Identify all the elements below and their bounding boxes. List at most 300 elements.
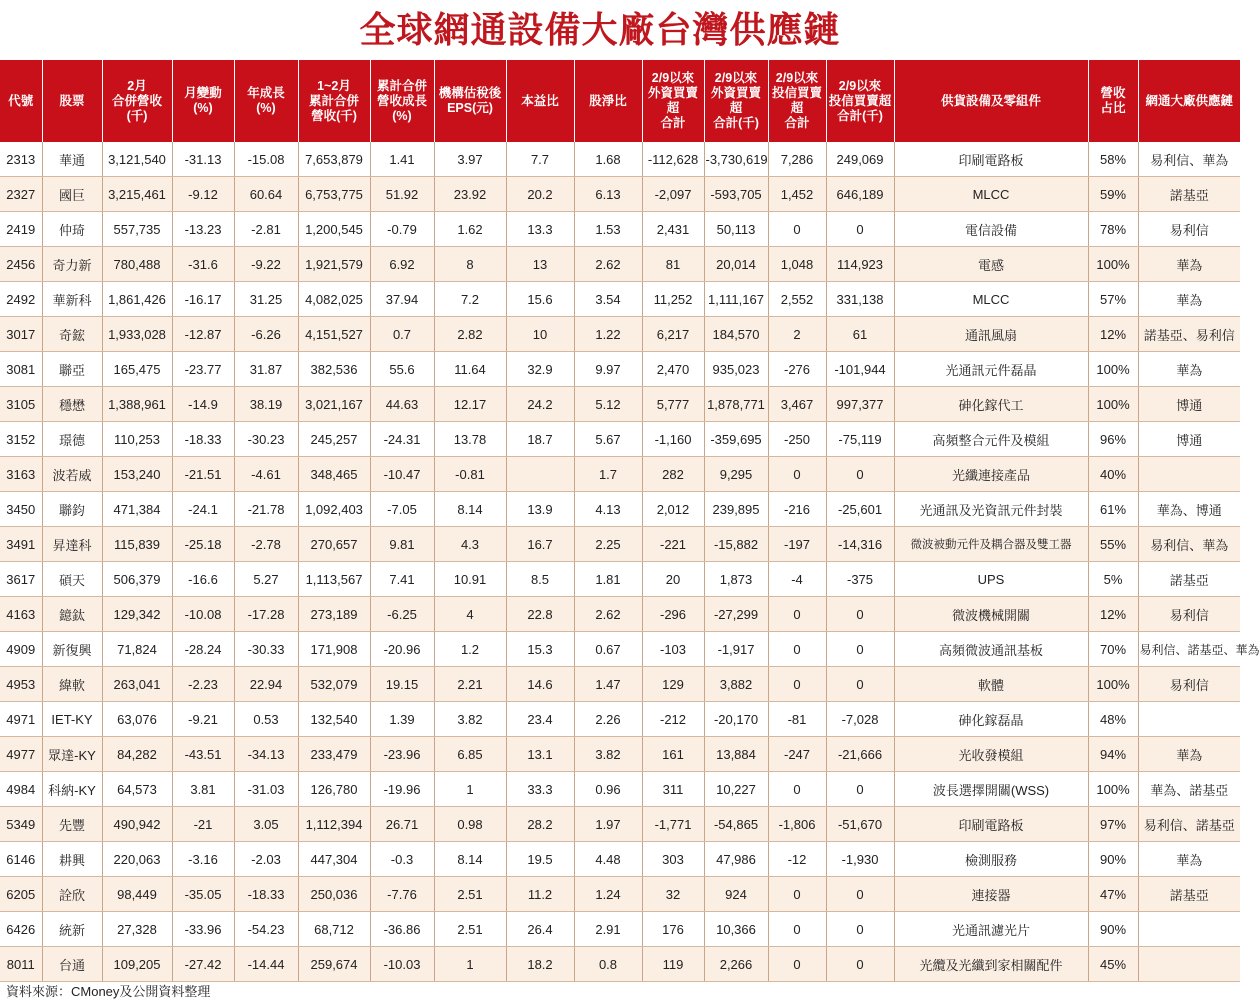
table-cell: -6.26 [234, 317, 298, 352]
table-cell: 0 [826, 632, 894, 667]
table-cell: 6,753,775 [298, 177, 370, 212]
table-row [0, 352, 1240, 387]
table-cell: -14.44 [234, 947, 298, 982]
table-cell: 57% [1088, 282, 1138, 317]
table-cell: 13.78 [434, 422, 506, 457]
table-cell: 97% [1088, 807, 1138, 842]
table-cell: 華為 [1138, 282, 1240, 317]
table-cell: -25.18 [172, 527, 234, 562]
table-cell [506, 457, 574, 492]
column-header: 供貨設備及零組件 [894, 60, 1088, 142]
table-cell: 1,111,167 [704, 282, 768, 317]
table-cell: 新復興 [42, 632, 102, 667]
table-cell: 8011 [0, 947, 42, 982]
table-cell: 易利信、諾基亞 [1138, 807, 1240, 842]
table-cell: 55.6 [370, 352, 434, 387]
table-cell: 3081 [0, 352, 42, 387]
table-cell: 61% [1088, 492, 1138, 527]
table-cell: -23.96 [370, 737, 434, 772]
table-cell: 100% [1088, 352, 1138, 387]
table-cell: 1,388,961 [102, 387, 172, 422]
table-cell: 華新科 [42, 282, 102, 317]
table-cell: -10.08 [172, 597, 234, 632]
table-cell: 270,657 [298, 527, 370, 562]
table-row [0, 807, 1240, 842]
table-cell: 6426 [0, 912, 42, 947]
table-cell: 12% [1088, 317, 1138, 352]
table-cell: 通訊風扇 [894, 317, 1088, 352]
table-cell: 924 [704, 877, 768, 912]
table-cell: 光通訊濾光片 [894, 912, 1088, 947]
table-cell: 50,113 [704, 212, 768, 247]
table-cell: 1,200,545 [298, 212, 370, 247]
table-cell: 7.41 [370, 562, 434, 597]
table-cell: 1.22 [574, 317, 642, 352]
table-cell: 71,824 [102, 632, 172, 667]
table-cell: 碩天 [42, 562, 102, 597]
table-cell: -103 [642, 632, 704, 667]
table-cell: 軟體 [894, 667, 1088, 702]
table-cell [1138, 912, 1240, 947]
column-header: 2月 合併營收 (千) [102, 60, 172, 142]
table-cell: 997,377 [826, 387, 894, 422]
column-header: 代號 [0, 60, 42, 142]
table-cell: 電感 [894, 247, 1088, 282]
table-cell: -43.51 [172, 737, 234, 772]
table-cell: 382,536 [298, 352, 370, 387]
table-cell: 2.51 [434, 912, 506, 947]
column-header: 本益比 [506, 60, 574, 142]
table-cell: 20 [642, 562, 704, 597]
table-cell: 高頻整合元件及模組 [894, 422, 1088, 457]
table-row [0, 702, 1240, 737]
table-cell: 1.62 [434, 212, 506, 247]
table-cell: IET-KY [42, 702, 102, 737]
table-cell: 6.85 [434, 737, 506, 772]
table-cell: 易利信 [1138, 212, 1240, 247]
table-cell: 光纜及光纖到家相關配件 [894, 947, 1088, 982]
table-cell: 129 [642, 667, 704, 702]
table-cell: 23.4 [506, 702, 574, 737]
table-cell: 6205 [0, 877, 42, 912]
column-header: 2/9以來 外資買賣超 合計 [642, 60, 704, 142]
table-cell: 1.53 [574, 212, 642, 247]
table-cell: 6.92 [370, 247, 434, 282]
table-row [0, 667, 1240, 702]
table-cell: 1.39 [370, 702, 434, 737]
table-row [0, 247, 1240, 282]
table-cell: 3.97 [434, 142, 506, 177]
table-row [0, 947, 1240, 982]
table-cell: 聯鈞 [42, 492, 102, 527]
table-cell: 2.91 [574, 912, 642, 947]
table-cell: 易利信、華為 [1138, 142, 1240, 177]
table-cell: 5.12 [574, 387, 642, 422]
table-cell: 10,227 [704, 772, 768, 807]
table-cell: 1.2 [434, 632, 506, 667]
table-cell: 1.7 [574, 457, 642, 492]
table-cell: -9.21 [172, 702, 234, 737]
table-cell: 3017 [0, 317, 42, 352]
table-cell: -18.33 [172, 422, 234, 457]
table-cell: 64,573 [102, 772, 172, 807]
table-cell: 81 [642, 247, 704, 282]
table-cell: -18.33 [234, 877, 298, 912]
column-header: 1~2月 累計合併 營收(千) [298, 60, 370, 142]
table-cell: 2 [768, 317, 826, 352]
table-cell: 諾基亞、易利信 [1138, 317, 1240, 352]
table-cell: -10.47 [370, 457, 434, 492]
table-row [0, 737, 1240, 772]
table-cell: 6146 [0, 842, 42, 877]
table-cell: 國巨 [42, 177, 102, 212]
table-cell: 171,908 [298, 632, 370, 667]
table-cell: MLCC [894, 177, 1088, 212]
table-cell: -24.1 [172, 492, 234, 527]
table-cell: 5.27 [234, 562, 298, 597]
column-header: 機構估稅後 EPS(元) [434, 60, 506, 142]
table-cell: -17.28 [234, 597, 298, 632]
column-header: 網通大廠供應鏈 [1138, 60, 1240, 142]
table-cell: 12.17 [434, 387, 506, 422]
table-cell: 44.63 [370, 387, 434, 422]
table-cell: 506,379 [102, 562, 172, 597]
column-header: 年成長 (%) [234, 60, 298, 142]
table-cell: 2419 [0, 212, 42, 247]
table-cell: -23.77 [172, 352, 234, 387]
table-cell: -197 [768, 527, 826, 562]
table-cell: 華通 [42, 142, 102, 177]
table-cell: 13 [506, 247, 574, 282]
table-cell: 印刷電路板 [894, 807, 1088, 842]
table-cell: 19.15 [370, 667, 434, 702]
table-cell: 0 [826, 457, 894, 492]
table-cell: 0 [768, 597, 826, 632]
table-cell: 8.14 [434, 842, 506, 877]
table-cell: 0 [768, 912, 826, 947]
table-cell: 32 [642, 877, 704, 912]
table-cell: 華為、諾基亞 [1138, 772, 1240, 807]
column-header: 2/9以來 投信買賣超 合計(千) [826, 60, 894, 142]
table-cell: 11,252 [642, 282, 704, 317]
table-cell: 16.7 [506, 527, 574, 562]
table-cell: -21.51 [172, 457, 234, 492]
table-cell: 4971 [0, 702, 42, 737]
table-cell [1138, 702, 1240, 737]
column-header: 累計合併 營收成長 (%) [370, 60, 434, 142]
table-cell: 4,151,527 [298, 317, 370, 352]
table-cell: 646,189 [826, 177, 894, 212]
table-cell: 耕興 [42, 842, 102, 877]
table-cell [1138, 457, 1240, 492]
table-cell: -2.78 [234, 527, 298, 562]
header-row [0, 60, 1240, 142]
table-cell: -1,160 [642, 422, 704, 457]
table-cell: -10.03 [370, 947, 434, 982]
table-cell: 282 [642, 457, 704, 492]
table-row [0, 142, 1240, 177]
table-cell: 微波機械開關 [894, 597, 1088, 632]
table-cell: -54,865 [704, 807, 768, 842]
table-cell: -7.76 [370, 877, 434, 912]
table-row [0, 387, 1240, 422]
table-cell: 0 [768, 947, 826, 982]
table-cell: 昇達科 [42, 527, 102, 562]
table-cell: 7.2 [434, 282, 506, 317]
table-cell: 微波被動元件及耦合器及雙工器 [894, 527, 1088, 562]
table-cell: -9.12 [172, 177, 234, 212]
table-cell: 統新 [42, 912, 102, 947]
table-cell: 10.91 [434, 562, 506, 597]
table-cell: 2.62 [574, 247, 642, 282]
table-cell: 58% [1088, 142, 1138, 177]
table-cell: 1 [434, 947, 506, 982]
table-cell: -13.23 [172, 212, 234, 247]
table-row [0, 212, 1240, 247]
table-cell: 24.2 [506, 387, 574, 422]
table-row [0, 527, 1240, 562]
table-cell: 9.81 [370, 527, 434, 562]
table-cell: 68,712 [298, 912, 370, 947]
table-cell [1138, 947, 1240, 982]
table-cell: -35.05 [172, 877, 234, 912]
table-cell: 6,217 [642, 317, 704, 352]
table-cell: 9.97 [574, 352, 642, 387]
table-cell: 1,878,771 [704, 387, 768, 422]
table-cell: 348,465 [298, 457, 370, 492]
table-cell: 易利信 [1138, 597, 1240, 632]
column-header: 月變動 (%) [172, 60, 234, 142]
table-cell: 100% [1088, 667, 1138, 702]
table-cell: 94% [1088, 737, 1138, 772]
table-row [0, 177, 1240, 212]
supply-chain-table [0, 60, 1260, 982]
table-cell: 161 [642, 737, 704, 772]
table-cell: 31.25 [234, 282, 298, 317]
table-cell: 31.87 [234, 352, 298, 387]
table-cell: 易利信、華為 [1138, 527, 1240, 562]
page-title: 全球網通設備大廠台灣供應鏈 [359, 9, 841, 51]
table-cell: 2456 [0, 247, 42, 282]
table-cell: -36.86 [370, 912, 434, 947]
table-cell: -101,944 [826, 352, 894, 387]
table-cell: -31.13 [172, 142, 234, 177]
table-cell: 184,570 [704, 317, 768, 352]
table-cell: 37.94 [370, 282, 434, 317]
table-cell: 13,884 [704, 737, 768, 772]
table-row [0, 772, 1240, 807]
table-cell: -593,705 [704, 177, 768, 212]
table-cell: 45% [1088, 947, 1138, 982]
table-cell: 7,653,879 [298, 142, 370, 177]
table-cell: 2,431 [642, 212, 704, 247]
table-cell: 331,138 [826, 282, 894, 317]
table-cell: 4984 [0, 772, 42, 807]
table-cell: -4 [768, 562, 826, 597]
table-cell: -1,771 [642, 807, 704, 842]
table-cell: 1,113,567 [298, 562, 370, 597]
table-cell: 84,282 [102, 737, 172, 772]
table-row [0, 877, 1240, 912]
table-cell: UPS [894, 562, 1088, 597]
table-cell: 檢測服務 [894, 842, 1088, 877]
table-cell: -7,028 [826, 702, 894, 737]
table-cell: 3,882 [704, 667, 768, 702]
table-cell: 26.71 [370, 807, 434, 842]
table-cell: 10 [506, 317, 574, 352]
table-cell: 13.3 [506, 212, 574, 247]
table-row [0, 912, 1240, 947]
table-cell: 9,295 [704, 457, 768, 492]
table-cell: 1.97 [574, 807, 642, 842]
table-cell: 22.94 [234, 667, 298, 702]
table-cell: 471,384 [102, 492, 172, 527]
table-cell: -375 [826, 562, 894, 597]
table-cell: -9.22 [234, 247, 298, 282]
table-row [0, 457, 1240, 492]
table-cell: 4.48 [574, 842, 642, 877]
table-cell: 47% [1088, 877, 1138, 912]
table-cell: 2.25 [574, 527, 642, 562]
table-cell: 仲琦 [42, 212, 102, 247]
table-cell: 華為、博通 [1138, 492, 1240, 527]
table-cell: 40% [1088, 457, 1138, 492]
table-row [0, 282, 1240, 317]
table-cell: 48% [1088, 702, 1138, 737]
table-cell: 1,112,394 [298, 807, 370, 842]
table-cell: 8.14 [434, 492, 506, 527]
table-cell: 1.68 [574, 142, 642, 177]
table-cell: 13.1 [506, 737, 574, 772]
table-cell: 諾基亞 [1138, 177, 1240, 212]
table-cell: 0 [768, 457, 826, 492]
table-cell: 電信設備 [894, 212, 1088, 247]
table-cell: 緯軟 [42, 667, 102, 702]
table-cell: 0.98 [434, 807, 506, 842]
table-cell: 1,092,403 [298, 492, 370, 527]
table-cell: 447,304 [298, 842, 370, 877]
table-cell: 1.41 [370, 142, 434, 177]
table-cell: 7,286 [768, 142, 826, 177]
table-cell: -2.23 [172, 667, 234, 702]
table-cell: 22.8 [506, 597, 574, 632]
table-cell: -20.96 [370, 632, 434, 667]
table-cell: -247 [768, 737, 826, 772]
table-cell: 0 [826, 947, 894, 982]
table-cell: 3.82 [574, 737, 642, 772]
table-cell: 台通 [42, 947, 102, 982]
table-cell: 鐿鈦 [42, 597, 102, 632]
table-cell: 4953 [0, 667, 42, 702]
table-cell: 3617 [0, 562, 42, 597]
column-header: 2/9以來 投信買賣超 合計 [768, 60, 826, 142]
table-cell: -12.87 [172, 317, 234, 352]
table-cell: 3,021,167 [298, 387, 370, 422]
table-cell: 532,079 [298, 667, 370, 702]
table-cell: 聯亞 [42, 352, 102, 387]
table-cell: -20,170 [704, 702, 768, 737]
column-header: 2/9以來 外資買賣超 合計(千) [704, 60, 768, 142]
table-cell: -6.25 [370, 597, 434, 632]
table-cell: 先豐 [42, 807, 102, 842]
table-cell: -2,097 [642, 177, 704, 212]
table-cell: -15,882 [704, 527, 768, 562]
table-cell: 易利信 [1138, 667, 1240, 702]
table-cell: 博通 [1138, 387, 1240, 422]
table-cell: -250 [768, 422, 826, 457]
table-cell: 1.81 [574, 562, 642, 597]
table-cell: -27.42 [172, 947, 234, 982]
table-cell: 0 [826, 912, 894, 947]
column-header: 股淨比 [574, 60, 642, 142]
table-cell: -75,119 [826, 422, 894, 457]
table-cell: 59% [1088, 177, 1138, 212]
table-cell: 27,328 [102, 912, 172, 947]
table-cell: -34.13 [234, 737, 298, 772]
table-cell: -4.61 [234, 457, 298, 492]
table-cell: -81 [768, 702, 826, 737]
table-row [0, 632, 1240, 667]
table-cell: 0 [826, 212, 894, 247]
table-cell: 18.2 [506, 947, 574, 982]
table-cell: 波長選擇開關(WSS) [894, 772, 1088, 807]
table-cell: 0.8 [574, 947, 642, 982]
table-cell: 303 [642, 842, 704, 877]
table-cell: 諾基亞 [1138, 877, 1240, 912]
table-cell: 129,342 [102, 597, 172, 632]
table-cell: -16.17 [172, 282, 234, 317]
table-cell: 2.62 [574, 597, 642, 632]
table-cell: -216 [768, 492, 826, 527]
table-cell: 90% [1088, 842, 1138, 877]
table-row [0, 317, 1240, 352]
table-cell: -31.6 [172, 247, 234, 282]
table-cell: -0.3 [370, 842, 434, 877]
table-cell: 115,839 [102, 527, 172, 562]
table-cell: 諾基亞 [1138, 562, 1240, 597]
table-cell: 0.7 [370, 317, 434, 352]
table-cell: 3,467 [768, 387, 826, 422]
table-cell: 60.64 [234, 177, 298, 212]
table-cell: 96% [1088, 422, 1138, 457]
table-cell: 4,082,025 [298, 282, 370, 317]
table-cell: -12 [768, 842, 826, 877]
table-cell: 1,921,579 [298, 247, 370, 282]
source-note: 資料來源：CMoney及公開資料整理 [6, 984, 211, 999]
table-cell: 33.3 [506, 772, 574, 807]
table-cell: 2.26 [574, 702, 642, 737]
table-cell: 華為 [1138, 842, 1240, 877]
table-cell: 19.5 [506, 842, 574, 877]
table-cell: 0 [768, 772, 826, 807]
table-cell: -1,806 [768, 807, 826, 842]
table-cell: 3.54 [574, 282, 642, 317]
table-cell: 4.13 [574, 492, 642, 527]
table-cell: 印刷電路板 [894, 142, 1088, 177]
table-cell: 0.53 [234, 702, 298, 737]
table-cell: 2,012 [642, 492, 704, 527]
table-cell: 7.7 [506, 142, 574, 177]
table-cell: 0.67 [574, 632, 642, 667]
table-cell: 2313 [0, 142, 42, 177]
table-cell: 13.9 [506, 492, 574, 527]
table-cell: 780,488 [102, 247, 172, 282]
table-cell: 109,205 [102, 947, 172, 982]
table-cell: 90% [1088, 912, 1138, 947]
table-cell: 239,895 [704, 492, 768, 527]
table-cell: 高頻微波通訊基板 [894, 632, 1088, 667]
table-cell: 114,923 [826, 247, 894, 282]
